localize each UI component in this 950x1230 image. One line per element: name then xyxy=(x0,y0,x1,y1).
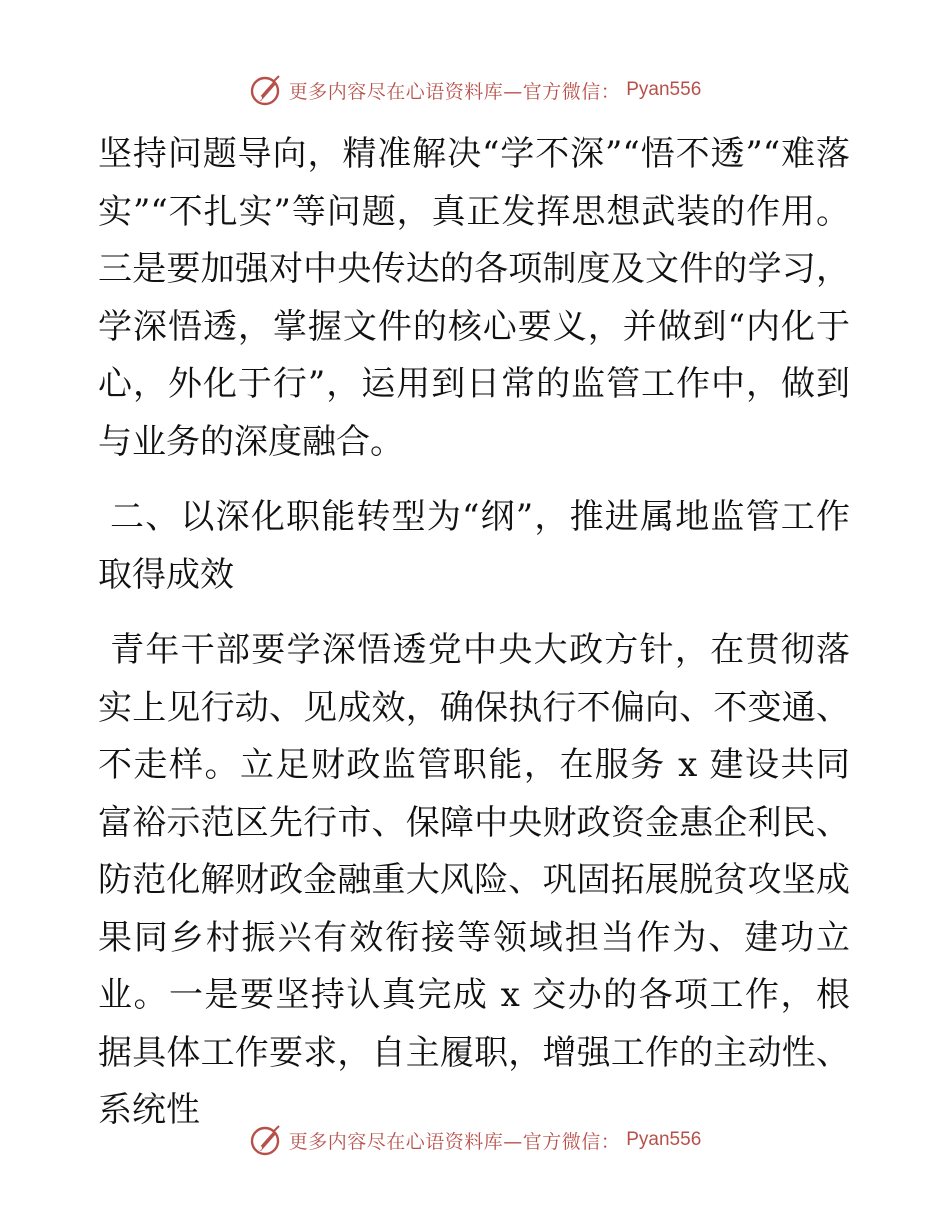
document-body xyxy=(98,126,850,1140)
paragraph-2: 青年干部要学深悟透党中央大政方针，在贯彻落实上见行动、见成效，确保执行不偏向、不变通、不走样。立足财政监管职能，在服务 x 建设共同富裕示范区先行市、保障中央财政资金惠企利民、防范化解财政金融重大风险、巩固拓展脱贫攻坚成果同乡村振兴有效衔接等领域担当作为、建功立业。一是要坚持认真完成 x 交办的各项工作，根据具体工作要求，自主履职，增强工作的主动性、系统性 xyxy=(98,630,851,1130)
quill-pen-circle-icon xyxy=(249,73,283,107)
watermark-text: 更多内容尽在心语资料库—官方微信： xyxy=(288,1130,621,1153)
paragraph-1: 坚持问题导向，精准解决“学不深”“悟不透”“难落实”“不扎实”等问题，真正发挥思想武装的作用。三是要加强对中央传达的各项制度及文件的学习，学深悟透，掌握文件的核心要义，并做到“内化于心，外化于行”，运用到日常的监管工作中，做到与业务的深度融合。 xyxy=(98,134,850,462)
footer-watermark xyxy=(0,1120,950,1160)
watermark-account: Pyan556 xyxy=(626,1129,702,1150)
section-heading-2: 二、以深化职能转型为“纲”，推进属地监管工作取得成效 xyxy=(98,497,850,595)
watermark-text: 更多内容尽在心语资料库—官方微信： xyxy=(288,80,621,103)
header-watermark xyxy=(0,70,950,110)
watermark-account: Pyan556 xyxy=(626,79,702,100)
quill-pen-circle-icon xyxy=(249,1123,283,1157)
